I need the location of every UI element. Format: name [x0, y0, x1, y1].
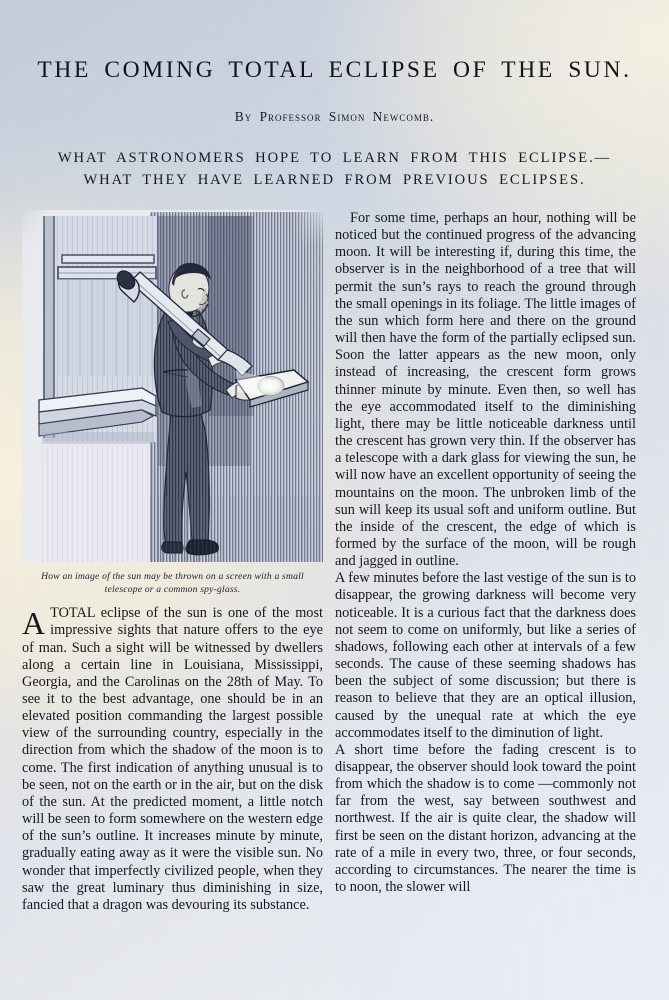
left-column: [22, 210, 323, 914]
left-column-paragraph-1-text: TOTAL eclipse of the sun is one of the most impressive sights that nature offers to the eye of man. Such a sight will be witnessed by dwellers along a certain line in Louisiana, Mississippi, Georgia, and the Carolinas on the 28th of May. To see it to the best advantage, one should be in an elevated position commanding the largest possible view of the surrounding country, especially in the direction from which the shadow of the moon is to come. The first indication of anything unusual is to be seen, not on the earth or in the air, but on the disk of the sun. At the predicted moment, a little notch will be seen to form somewhere on the western edge of the sun’s outline. It increases minute by minute, gradually eating away as it were the visible sun. No wonder that imperfectly civilized people, when they saw the great luminary thus diminishing in size, fancied that a dragon was devouring its substance.: [22, 605, 323, 913]
right-column-paragraph-2: A few minutes before the last vestige of the sun is to disappear, the growing darkness will become very noticeable. It is a curious fact that the darkness does not seem to come on uniformly, but like a series of shadows, following each other at intervals of a few seconds. The cause of these seeming shadows has been the subject of some discussion; but there is reason to believe that they are an optical illusion, caused by the unequal rate at which the eye accommodates itself to the diminution of light.: [335, 570, 636, 741]
deck-subtitle: [24, 147, 645, 191]
byline: By Professor Simon Newcomb.: [234, 109, 435, 124]
right-column-paragraph-3: A short time before the fading crescent is to disappear, the observer should look toward the point from which the shadow is to come —commonly not far from the west, say between southwest and northwest. If the air is quite clear, the shadow will first be seen on the distant horizon, advancing at the rate of a mile in every two, three, or four seconds, according to circumstances. The nearer the time is to noon, the slower will: [335, 741, 636, 896]
illustration-figure: [22, 210, 323, 596]
page-title: THE COMING TOTAL ECLIPSE OF THE SUN.: [37, 57, 632, 83]
right-column: [335, 210, 636, 896]
boy-with-telescope-engraving: [22, 210, 323, 562]
deck-line-2: WHAT THEY HAVE LEARNED FROM PREVIOUS ECLIPSES.: [83, 172, 586, 188]
engraving-illustration: [22, 210, 323, 562]
drop-cap: A: [22, 605, 46, 642]
figure-caption: How an image of the sun may be thrown on a screen with a small telescope or a common spy-glass.: [41, 571, 304, 595]
deck-line-1: WHAT ASTRONOMERS HOPE TO LEARN FROM THIS ECLIPSE.—: [57, 150, 612, 166]
right-column-paragraph-1: For some time, perhaps an hour, nothing will be noticed but the continued progress of the advancing moon. It will be interesting if, during this time, the observer is in the neighborhood of a tree that will permit the sun’s rays to reach the ground through the small openings in its foliage. The little images of the sun which form here and there on the ground will then have the form of the partially eclipsed sun. Soon the latter appears as the new moon, only instead of increasing, the crescent form grows thinner minute by minute. Even then, so well has the eye accommodated itself to the diminishing light, there may be little noticeable darkness until the crescent has grown very thin. If the observer has a telescope with a dark glass for viewing the sun, he will now have an excellent opportunity of seeing the mountains on the moon. The unbroken limb of the sun will keep its usual soft and uniform outline. But the inside of the crescent, the edge of which is formed by the surface of the moon, will be rough and jagged in outline.: [335, 210, 636, 570]
left-column-paragraph-1: [22, 605, 323, 914]
two-column-body: [22, 210, 647, 914]
